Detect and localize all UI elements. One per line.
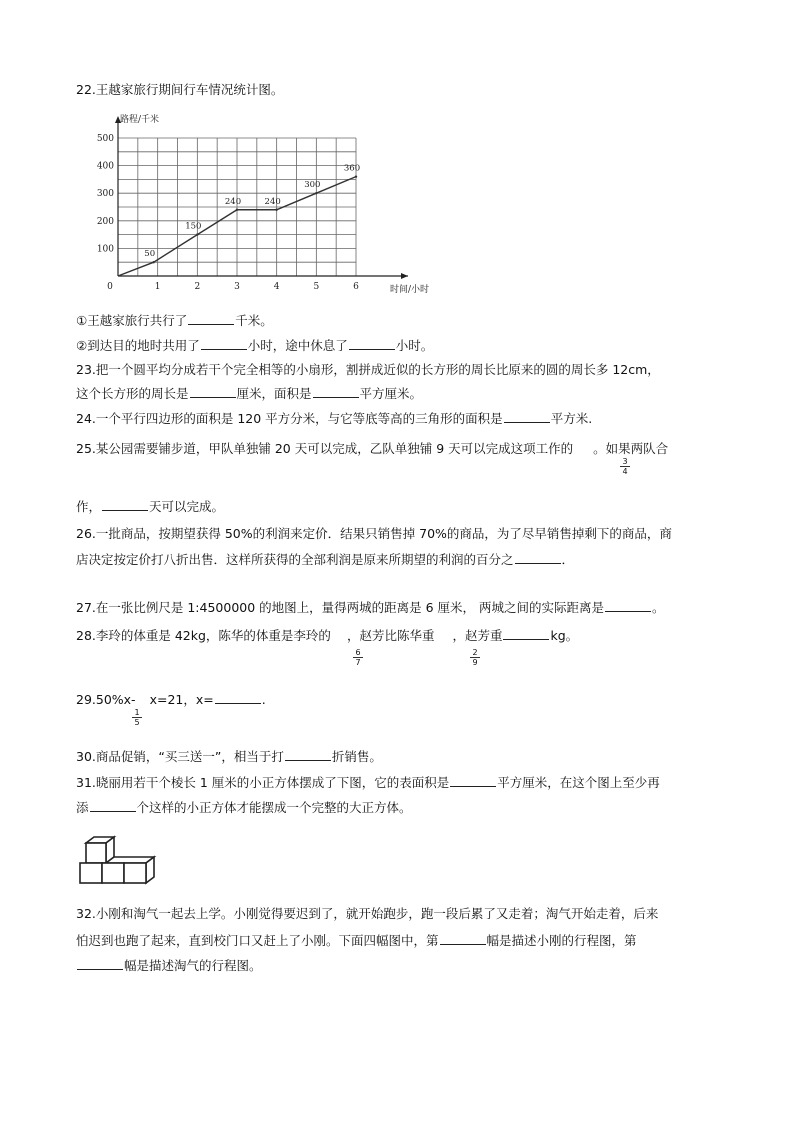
fraction-numerator: 1 xyxy=(132,708,142,718)
fraction-denominator: 9 xyxy=(472,658,478,667)
q32-line1-c: 幅是描述小刚的行程图，第 xyxy=(486,933,637,948)
q28-fraction-1 xyxy=(353,648,363,667)
q28-d: kg。 xyxy=(550,628,579,643)
answer-blank[interactable] xyxy=(504,411,550,423)
q27-a: 27.在一张比例尺是 1:4500000 的地图上，量得两城的距离是 6 厘米， 两城之间的实际距离是 xyxy=(76,600,605,615)
answer-blank[interactable] xyxy=(201,338,247,350)
q22-sub1-b: 千米。 xyxy=(235,313,273,328)
q25-line2-b: 天可以完成。 xyxy=(149,499,225,514)
q31-line1 xyxy=(76,775,660,791)
x-tick-label: 6 xyxy=(353,282,359,292)
q29-fraction xyxy=(132,708,142,727)
answer-blank[interactable] xyxy=(503,628,549,640)
data-point xyxy=(153,261,155,263)
answer-blank[interactable] xyxy=(450,775,496,787)
x-tick-label: 3 xyxy=(234,282,240,292)
q28 xyxy=(76,628,578,644)
answer-blank[interactable] xyxy=(77,958,123,970)
q22-sub2-c: 小时。 xyxy=(395,338,434,353)
q31-line2-b: 个这样的小正方体才能摆成一个完整的大正方体。 xyxy=(136,800,412,815)
q31-line2 xyxy=(76,800,412,816)
fraction-numerator: 3 xyxy=(620,457,630,467)
q23-line2-a: 这个长方形的周长是 xyxy=(76,386,189,401)
answer-blank[interactable] xyxy=(190,386,236,398)
q32-line3 xyxy=(76,958,262,974)
q25-fraction xyxy=(620,457,630,476)
y-tick-label: 100 xyxy=(96,244,114,255)
q24-b: 平方米. xyxy=(550,411,593,426)
q28-c: ，赵芳重 xyxy=(452,628,503,643)
q25-line2-a: 作， xyxy=(76,499,102,514)
answer-blank[interactable] xyxy=(313,386,359,398)
q29 xyxy=(76,692,266,708)
q24-a: 24.一个平行四边形的面积是 120 平方分米，与它等底等高的三角形的面积是 xyxy=(76,411,503,426)
cube-front-face xyxy=(102,863,124,883)
q32-line2-b: 幅是描述淘气的行程图。 xyxy=(124,958,262,973)
y-tick-label: 500 xyxy=(96,134,114,144)
answer-blank[interactable] xyxy=(215,692,261,704)
data-point xyxy=(196,233,198,235)
x-tick-label: 0 xyxy=(107,282,113,292)
point-label: 240 xyxy=(224,196,242,207)
q30 xyxy=(76,749,382,765)
point-label: 300 xyxy=(304,180,321,191)
answer-blank[interactable] xyxy=(90,800,136,812)
data-point xyxy=(315,192,317,194)
answer-blank[interactable] xyxy=(285,749,331,761)
answer-blank[interactable] xyxy=(605,600,651,612)
cube-stack-figure xyxy=(78,835,158,891)
answer-blank[interactable] xyxy=(515,552,561,564)
q27-b: 。 xyxy=(652,600,665,615)
q23-line2-b: 厘米，面积是 xyxy=(236,386,312,401)
fraction-numerator: 6 xyxy=(353,648,363,658)
cube-front-face xyxy=(86,843,106,863)
q32-line1-b: 怕迟到也跑了起来，直到校门口又赶上了小刚。下面四幅图中，第 xyxy=(76,933,439,948)
fraction-denominator: 4 xyxy=(622,467,628,476)
q26-line2 xyxy=(76,552,574,568)
q25-line1-b: 。如果两队合 xyxy=(593,441,669,456)
q32-line1: 32.小刚和淘气一起去上学。小刚觉得要迟到了，就开始跑步，跑一段后累了又走着；淘气开始走着，后来 xyxy=(76,906,659,921)
q25-line1 xyxy=(76,441,668,457)
q26-line2-a: 店决定按定价打八折出售．这样所获得的全部利润是原来所期望的利润的百分之 xyxy=(76,552,514,567)
q30-a: 30.商品促销，“买三送一”，相当于打 xyxy=(76,749,284,764)
y-tick-label: 200 xyxy=(96,216,114,227)
point-label: 50 xyxy=(144,249,156,260)
q28-b: ，赵芳比陈华重 xyxy=(346,628,435,643)
q25-line2 xyxy=(76,499,224,515)
answer-blank[interactable] xyxy=(188,313,234,325)
q22-sub2 xyxy=(76,338,433,354)
q22-sub1-a: ①王越家旅行共行了 xyxy=(76,313,188,328)
cube-front-face xyxy=(124,863,146,883)
q29-b: x=21，x= xyxy=(149,692,214,707)
q31-line1-a: 31.晓丽用若干个棱长 1 厘米的小正方体摆成了下图，它的表面积是 xyxy=(76,775,450,790)
x-tick-label: 5 xyxy=(313,282,320,292)
q22-sub2-b: 小时，途中休息了 xyxy=(247,338,348,353)
data-point xyxy=(275,209,277,211)
point-label: 150 xyxy=(185,221,202,232)
fraction-denominator: 7 xyxy=(355,658,361,667)
q22-sub2-a: ②到达目的地时共用了 xyxy=(76,338,200,353)
answer-blank[interactable] xyxy=(349,338,395,350)
distance-time-chart xyxy=(70,110,450,295)
chart-axes xyxy=(115,116,408,279)
q23-line2-c: 平方厘米。 xyxy=(359,386,423,401)
x-tick-label: 2 xyxy=(194,282,201,292)
answer-blank[interactable] xyxy=(440,933,486,945)
q24 xyxy=(76,411,592,427)
cube-front-face xyxy=(80,863,102,883)
point-label: 360 xyxy=(343,163,361,174)
q23-line2 xyxy=(76,386,422,402)
q29-a: 29.50%x- xyxy=(76,692,136,707)
x-axis-label: 时间/小时 xyxy=(390,285,430,295)
point-label: 240 xyxy=(264,196,281,207)
y-axis-label: 路程/千米 xyxy=(120,115,160,125)
y-tick-label: 400 xyxy=(96,161,114,172)
x-axis-arrow xyxy=(401,273,408,279)
q22-title: 22.王越家旅行期间行车情况统计图。 xyxy=(76,82,284,97)
q30-b: 折销售。 xyxy=(331,749,382,764)
q31-line2-a: 添 xyxy=(76,800,89,815)
q28-fraction-2 xyxy=(470,648,480,667)
y-tick-label: 300 xyxy=(96,189,114,200)
answer-blank[interactable] xyxy=(102,499,148,511)
data-point xyxy=(236,209,238,211)
q28-a: 28.李玲的体重是 42kg，陈华的体重是李玲的 xyxy=(76,628,331,643)
q25-line1-a: 25.某公园需要铺步道，甲队单独铺 20 天可以完成，乙队单独铺 9 天可以完成这项工作的 xyxy=(76,441,574,456)
q23-line1: 23.把一个圆平均分成若干个完全相等的小扇形，割拼成近似的长方形的周长比原来的圆的周长多 12cm， xyxy=(76,362,660,377)
q31-line1-b: 平方厘米，在这个图上至少再 xyxy=(497,775,660,790)
q22-sub1 xyxy=(76,313,273,329)
q26-line1: 26.一批商品，按期望获得 50%的利润来定价．结果只销售掉 70%的商品，为了尽早销售掉剩下的商品，商 xyxy=(76,526,672,541)
data-point xyxy=(355,175,357,177)
x-tick-label: 4 xyxy=(273,282,280,292)
q26-line2-b: ． xyxy=(561,552,575,567)
fraction-denominator: 5 xyxy=(134,718,140,727)
x-tick-label: 1 xyxy=(154,282,161,292)
q32-line2 xyxy=(76,933,637,949)
q27 xyxy=(76,600,665,616)
fraction-numerator: 2 xyxy=(470,648,480,658)
q29-c: . xyxy=(261,692,266,707)
